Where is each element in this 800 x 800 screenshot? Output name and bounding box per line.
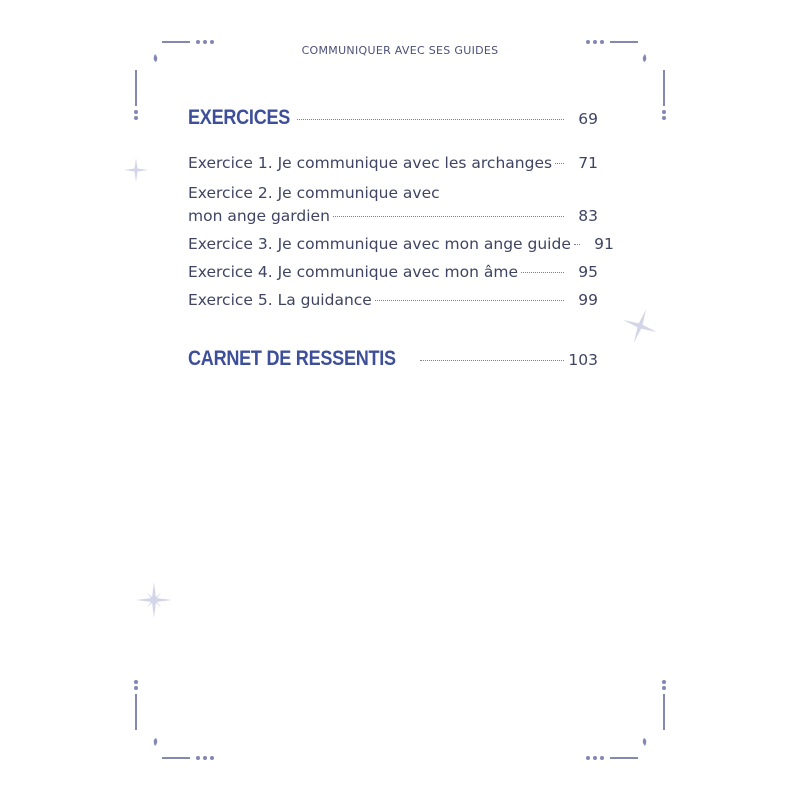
page-number: 69 <box>578 110 598 128</box>
toc-entry <box>188 184 598 235</box>
toc-entry <box>188 263 598 291</box>
section-title: CARNET DE RESSENTIS <box>188 347 396 370</box>
page-number: 83 <box>578 207 598 225</box>
dot-leader <box>375 300 564 301</box>
entry-title: Exercice 4. Je communique avec mon âme <box>188 263 519 281</box>
entry-title: Exercice 5. La guidance <box>188 291 372 309</box>
crescent-moon-ornament-bottom-left <box>110 670 230 782</box>
crescent-moon-icon <box>120 26 156 53</box>
dot-leader <box>333 216 564 217</box>
crescent-moon-icon <box>644 747 680 774</box>
sparkle-star-icon <box>134 580 174 620</box>
crescent-moon-icon <box>120 747 156 774</box>
page-number: 99 <box>578 291 598 309</box>
droplet-icon <box>643 738 647 746</box>
toc-entry <box>188 154 598 182</box>
droplet-icon <box>643 54 647 62</box>
running-header: COMMUNIQUER AVEC SES GUIDES <box>301 44 499 57</box>
toc-entry <box>188 235 614 263</box>
entry-title-line1: Exercice 2. Je communique avec <box>188 184 440 202</box>
section-title: EXERCICES <box>188 106 291 129</box>
page-number: 95 <box>578 263 598 281</box>
crescent-moon-icon <box>644 26 680 53</box>
entry-title: Exercice 1. Je communique avec les archanges <box>188 154 553 172</box>
dot-leader <box>297 119 564 120</box>
sparkle-star-icon <box>122 156 150 184</box>
table-of-contents <box>188 106 614 371</box>
entry-title-line2: mon ange gardien <box>188 207 330 225</box>
droplet-icon <box>154 54 158 62</box>
page-number: 91 <box>594 235 614 253</box>
sparkle-star-icon <box>620 306 660 346</box>
page-number: 103 <box>568 351 598 369</box>
dot-leader <box>574 244 580 245</box>
page-number: 71 <box>578 154 598 172</box>
crescent-moon-ornament-bottom-right <box>570 670 690 782</box>
dot-leader <box>521 272 564 273</box>
entry-title: Exercice 3. Je communique avec mon ange guide <box>188 235 571 253</box>
dot-leader <box>420 360 564 361</box>
dot-leader <box>555 163 564 164</box>
toc-section-exercices <box>188 106 598 146</box>
droplet-icon <box>154 738 158 746</box>
toc-entry <box>188 291 598 319</box>
toc-section-carnet-de-ressentis <box>188 347 598 371</box>
